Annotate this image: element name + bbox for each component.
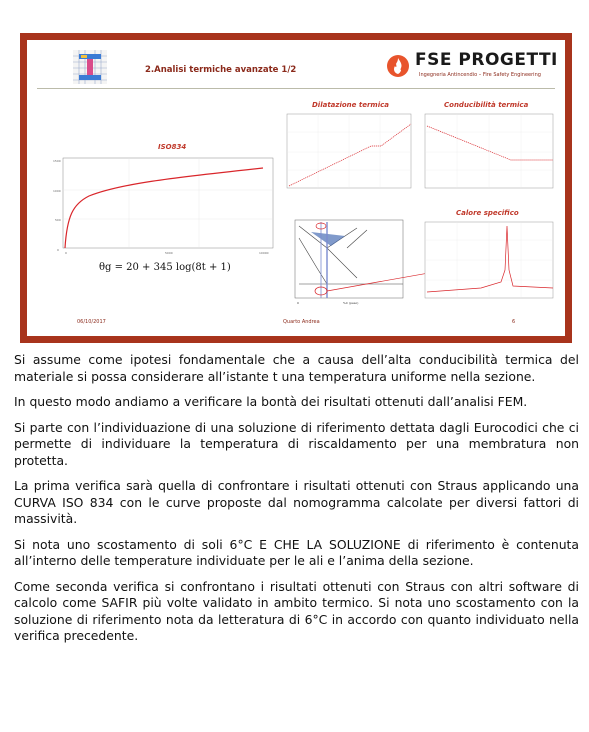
footer-author: Quarto Andrea bbox=[283, 319, 320, 325]
paragraph: Si assume come ipotesi fondamentale che a causa dell’alta conducibilità termica del materiale si possa considerare all’istante t una temperatura uniforme nella sezione. bbox=[14, 352, 579, 384]
phase-diagram-plot bbox=[287, 218, 407, 304]
header-divider bbox=[37, 88, 555, 89]
svg-text:0: 0 bbox=[65, 251, 67, 255]
calore-title: Calore specifico bbox=[456, 209, 519, 217]
svg-text:5000: 5000 bbox=[165, 251, 173, 255]
iso834-title: ISO834 bbox=[158, 143, 187, 151]
svg-text:500: 500 bbox=[55, 218, 61, 222]
body-text bbox=[14, 352, 579, 654]
paragraph: Si parte con l’individuazione di una soluzione di riferimento dettata dagli Eurocodici che ci permette di individuare la temperatura di riscaldamento per una membratura non protetta. bbox=[14, 419, 579, 468]
calore-plot bbox=[421, 220, 557, 302]
slide-title: 2.Analisi termiche avanzate 1/2 bbox=[145, 65, 297, 75]
paragraph: Si nota uno scostamento di soli 6°C E CHE LA SOLUZIONE di riferimento è contenuta all’interno delle temperature individuate per le ali e l’anima della sezione. bbox=[14, 536, 579, 568]
beam-section-logo-icon bbox=[73, 50, 107, 84]
svg-text:1000: 1000 bbox=[53, 189, 61, 193]
paragraph: In questo modo andiamo a verificare la bontà dei risultati ottenuti dall’analisi FEM. bbox=[14, 394, 528, 409]
dilatazione-title: Dilatazione termica bbox=[312, 101, 389, 109]
slide bbox=[27, 40, 565, 336]
conducibilita-plot bbox=[421, 112, 557, 192]
conducibilita-title: Conducibilità termica bbox=[444, 101, 529, 109]
brand-name: FSE PROGETTI bbox=[415, 50, 558, 70]
iso834-plot bbox=[49, 156, 279, 258]
svg-text:10000: 10000 bbox=[259, 251, 269, 255]
slide-frame bbox=[20, 33, 572, 343]
svg-text:0: 0 bbox=[57, 248, 59, 252]
footer-date: 06/10/2017 bbox=[77, 319, 106, 325]
fse-flame-logo-icon bbox=[386, 54, 410, 78]
dilatazione-plot bbox=[283, 112, 415, 192]
svg-text:0: 0 bbox=[297, 301, 299, 305]
svg-text:1500: 1500 bbox=[53, 159, 61, 163]
footer-page-number: 6 bbox=[512, 319, 516, 325]
iso834-formula: θg = 20 + 345 log(8t + 1) bbox=[99, 262, 231, 273]
svg-text:%C (peso): %C (peso) bbox=[343, 301, 359, 305]
paragraph: La prima verifica sarà quella di confrontare i risultati ottenuti con Straus applicando una CURVA ISO 834 con le curve proposte dal nomogramma calcolate per diversi fattori di massività. bbox=[14, 478, 579, 526]
paragraph: Come seconda verifica si confrontano i risultati ottenuti con Straus con altri software di calcolo come SAFIR più volte validato in ambito termico. Si nota uno scostamento con la soluzione di riferimento nota da letteratura di 6°C in accordo con quanto individuato nella verifica precedente. bbox=[14, 578, 579, 643]
brand-subtitle: Ingegneria Antincendio – Fire Safety Engineering bbox=[419, 72, 541, 78]
